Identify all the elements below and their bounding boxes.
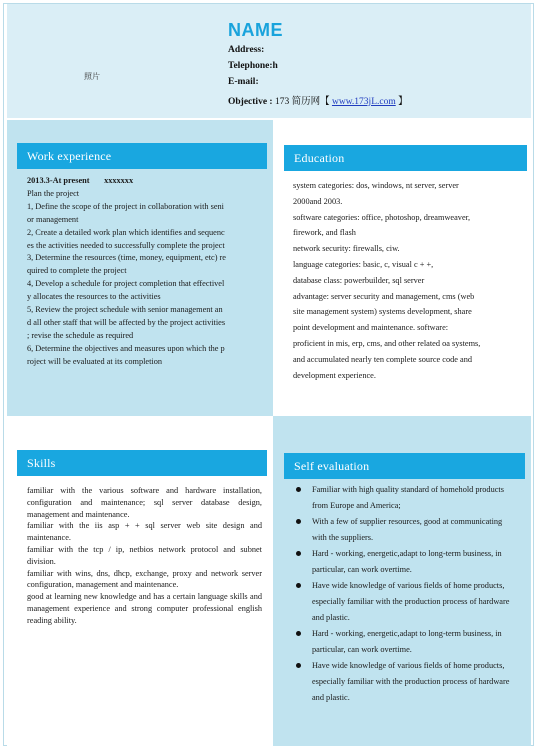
list-item: Familiar with high quality standard of homehold products from Europe and America; xyxy=(294,482,514,514)
education-line: network security: firewalls, ciw. xyxy=(293,244,400,254)
telephone-line xyxy=(228,61,278,71)
work-line: ; revise the schedule as required xyxy=(27,330,134,340)
work-line: d all other staff that will be affected by the project activities xyxy=(27,317,226,327)
photo-placeholder: 照片 xyxy=(84,72,100,81)
skills-paragraph: familiar with the tcp / ip, netbios network protocol and subnet division. xyxy=(27,544,262,566)
list-item: With a few of supplier resources, good at communicating with the suppliers. xyxy=(294,514,514,546)
work-experience-heading: Work experience xyxy=(17,143,267,169)
skills-body xyxy=(27,485,262,627)
bullet-icon xyxy=(296,583,301,588)
work-line: Plan the project xyxy=(27,188,80,198)
education-line: system categories: dos, windows, nt server, server xyxy=(293,181,459,190)
telephone-label: Telephone:h xyxy=(228,61,278,71)
education-line: 2000and 2003. xyxy=(293,196,343,206)
work-experience-body xyxy=(27,175,267,369)
skills-paragraph: familiar with wins, dns, dhcp, exchange, proxy and network server configuration, management and maintenance. xyxy=(27,568,262,590)
education-line: database class: powerbuilder, sql server xyxy=(293,275,425,285)
bullet-icon xyxy=(296,663,301,668)
education-line: software categories: office, photoshop, dreamweaver, xyxy=(293,212,471,222)
work-line: 2, Create a detailed work plan which identifies and sequenc xyxy=(27,227,225,237)
bullet-icon xyxy=(296,519,301,524)
work-period: 2013.3-At present xyxy=(27,176,90,185)
self-evaluation-list xyxy=(294,482,514,706)
list-item: Hard - working, energetic,adapt to long-term business, in particular, can work overtime. xyxy=(294,546,514,578)
objective-line xyxy=(228,93,408,107)
address-line xyxy=(228,45,264,55)
self-evaluation-heading: Self evaluation xyxy=(284,453,525,479)
objective-text: 173 简历网【 xyxy=(274,97,330,107)
candidate-name: NAME xyxy=(228,20,283,40)
work-line: quired to complete the project xyxy=(27,266,127,276)
work-line: 1, Define the scope of the project in collaboration with seni xyxy=(27,201,224,211)
objective-end: 】 xyxy=(398,97,408,107)
education-line: advantage: server security and management, cms (web xyxy=(293,291,475,301)
bullet-icon xyxy=(296,551,301,556)
list-item: Have wide knowledge of various fields of home products, especially familiar with the production process of hardware and plastic. xyxy=(294,658,514,706)
email-label: E-mail: xyxy=(228,77,259,87)
work-period-line xyxy=(27,175,267,188)
skills-heading: Skills xyxy=(17,450,267,476)
skills-paragraph: familiar with the iis asp + + sql server web site design and maintenance. xyxy=(27,521,262,543)
education-line: point development and maintenance. software: xyxy=(293,323,449,333)
work-line: or management xyxy=(27,214,79,224)
address-label: Address: xyxy=(228,45,265,55)
objective-link[interactable]: www.173jL.com xyxy=(331,97,396,107)
work-line: es the activities needed to successfully complete the project xyxy=(27,240,225,250)
education-line: firework, and flash xyxy=(293,228,356,238)
education-line: proficient in mis, erp, cms, and other related oa systems, xyxy=(293,338,481,348)
bullet-icon xyxy=(296,631,301,636)
education-line: language categories: basic, c, visual c + +, xyxy=(293,259,434,269)
education-line: development experience. xyxy=(293,370,376,380)
work-line: 3, Determine the resources (time, money, equipment, etc) re xyxy=(27,253,226,263)
work-line: y allocates the resources to the activities xyxy=(27,292,161,302)
work-line: roject will be evaluated at its completion xyxy=(27,356,163,366)
skills-paragraph: good at learning new knowledge and has a certain language skills and management experience and strong computer professional english reading ability. xyxy=(27,592,262,625)
education-body xyxy=(293,178,523,383)
list-item: Hard - working, energetic,adapt to long-term business, in particular, can work overtime. xyxy=(294,626,514,658)
work-line: 5, Review the project schedule with senior management an xyxy=(27,305,223,315)
education-line: site management system) systems development, share xyxy=(293,307,472,317)
objective-label: Objective : xyxy=(228,97,273,107)
email-line xyxy=(228,77,259,87)
bullet-icon xyxy=(296,487,301,492)
list-item: Have wide knowledge of various fields of home products, especially familiar with the production process of hardware and plastic. xyxy=(294,578,514,626)
work-line: 6, Determine the objectives and measures upon which the p xyxy=(27,343,225,353)
work-line: 4, Develop a schedule for project completion that effectivel xyxy=(27,279,225,289)
work-company: xxxxxxx xyxy=(104,176,134,185)
education-heading: Education xyxy=(284,145,527,171)
skills-paragraph: familiar with the various software and hardware installation, configuration and maintenance; sql server database design, management and maintenance. xyxy=(27,486,262,519)
education-line: and accumulated nearly ten complete source code and xyxy=(293,354,472,364)
